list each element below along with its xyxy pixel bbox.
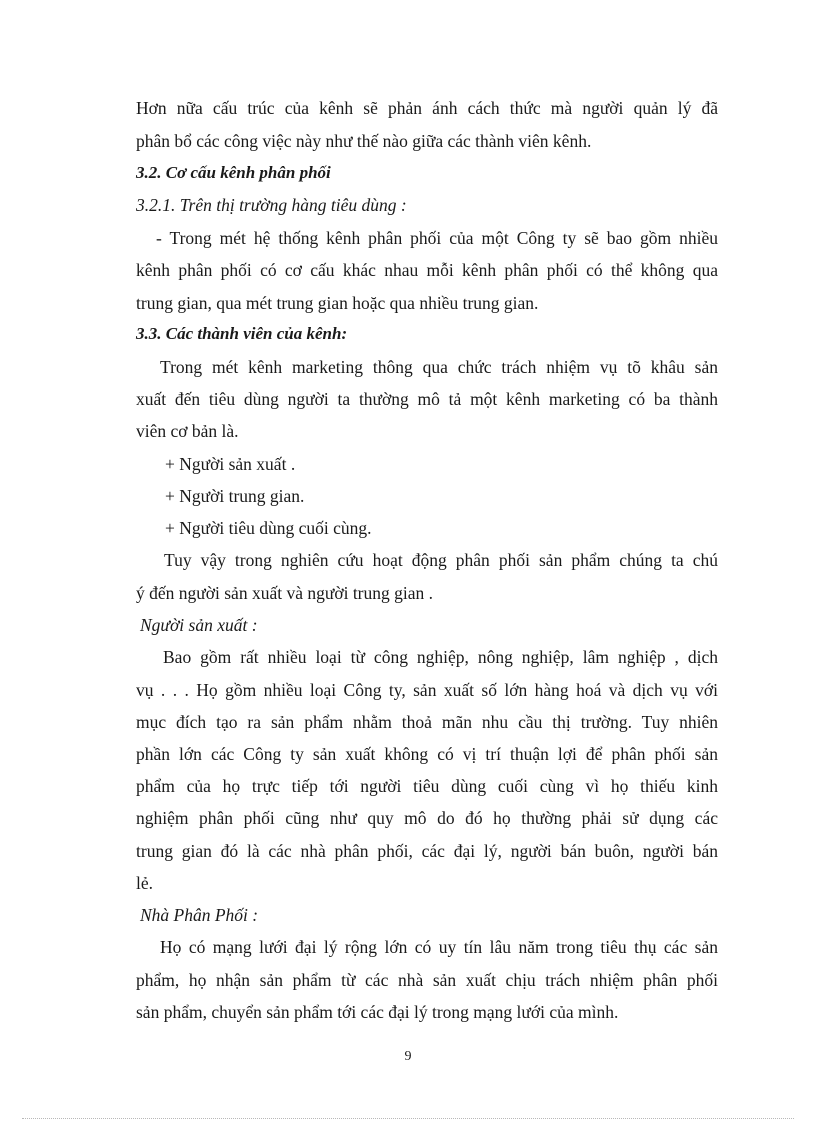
paragraph-line: kênh phân phối có cơ cấu khác nhau mỗi kênh phân phối có thể không qua xyxy=(136,260,718,280)
paragraph-line: trung gian, qua mét trung gian hoặc qua nhiều trung gian. xyxy=(136,293,539,313)
paragraph-line: xuất đến tiêu dùng người ta thường mô tả một kênh marketing có ba thành xyxy=(136,389,718,409)
list-item: + Người trung gian. xyxy=(165,486,305,506)
paragraph-line: Trong mét kênh marketing thông qua chức trách nhiệm vụ tõ khâu sản xyxy=(160,357,718,377)
paragraph-line: - Trong mét hệ thống kênh phân phối của một Công ty sẽ bao gồm nhiều xyxy=(156,228,718,248)
paragraph-line: phần lớn các Công ty sản xuất không có vị trí thuận lợi để phân phối sản xyxy=(136,744,718,764)
paragraph-line: mục đích tạo ra sản phẩm nhằm thoả mãn nhu cầu thị trường. Tuy nhiên xyxy=(136,712,718,732)
paragraph-line: viên cơ bản là. xyxy=(136,421,239,441)
paragraph-line: Họ có mạng lưới đại lý rộng lớn có uy tín lâu năm trong tiêu thụ các sản xyxy=(160,937,718,957)
paragraph-line: phân bổ các công việc này như thế nào giữa các thành viên kênh. xyxy=(136,131,592,151)
paragraph-line: vụ . . . Họ gồm nhiều loại Công ty, sản xuất số lớn hàng hoá và dịch vụ với xyxy=(136,680,718,700)
term-heading: Nhà Phân Phối : xyxy=(140,905,259,925)
paragraph-line: phẩm của họ trực tiếp tới người tiêu dùng cuối cùng vì họ thiếu kinh xyxy=(136,776,718,796)
paragraph-line: nghiệm phân phối cũng như quy mô do đó họ thường phải sử dụng các xyxy=(136,808,718,828)
page-number: 9 xyxy=(404,1049,412,1064)
paragraph-line: sản phẩm, chuyển sản phẩm tới các đại lý trong mạng lưới của mình. xyxy=(136,1002,619,1022)
paragraph-line: Hơn nữa cấu trúc của kênh sẽ phản ánh cách thức mà người quản lý đã xyxy=(136,98,718,118)
paragraph-line: Tuy vậy trong nghiên cứu hoạt động phân phối sản phẩm chúng ta chú xyxy=(164,550,718,570)
paragraph-line: phẩm, họ nhận sản phẩm từ các nhà sản xuất chịu trách nhiệm phân phối xyxy=(136,970,718,990)
subsection-heading: 3.2.1. Trên thị trường hàng tiêu dùng : xyxy=(136,195,407,215)
paragraph-line: trung gian đó là các nhà phân phối, các đại lý, người bán buôn, người bán xyxy=(136,841,718,861)
paragraph-line: Bao gồm rất nhiều loại từ công nghiệp, nông nghiệp, lâm nghiệp , dịch xyxy=(163,647,718,667)
section-heading: 3.3. Các thành viên của kênh: xyxy=(136,324,348,343)
page-break-divider xyxy=(22,1118,794,1119)
section-heading: 3.2. Cơ cấu kênh phân phối xyxy=(136,163,331,182)
paragraph-line: ý đến người sản xuất và người trung gian . xyxy=(136,583,434,603)
paragraph-line: lẻ. xyxy=(136,873,154,893)
term-heading: Người sản xuất : xyxy=(140,615,258,635)
list-item: + Người tiêu dùng cuối cùng. xyxy=(165,518,372,538)
list-item: + Người sản xuất . xyxy=(165,454,296,474)
